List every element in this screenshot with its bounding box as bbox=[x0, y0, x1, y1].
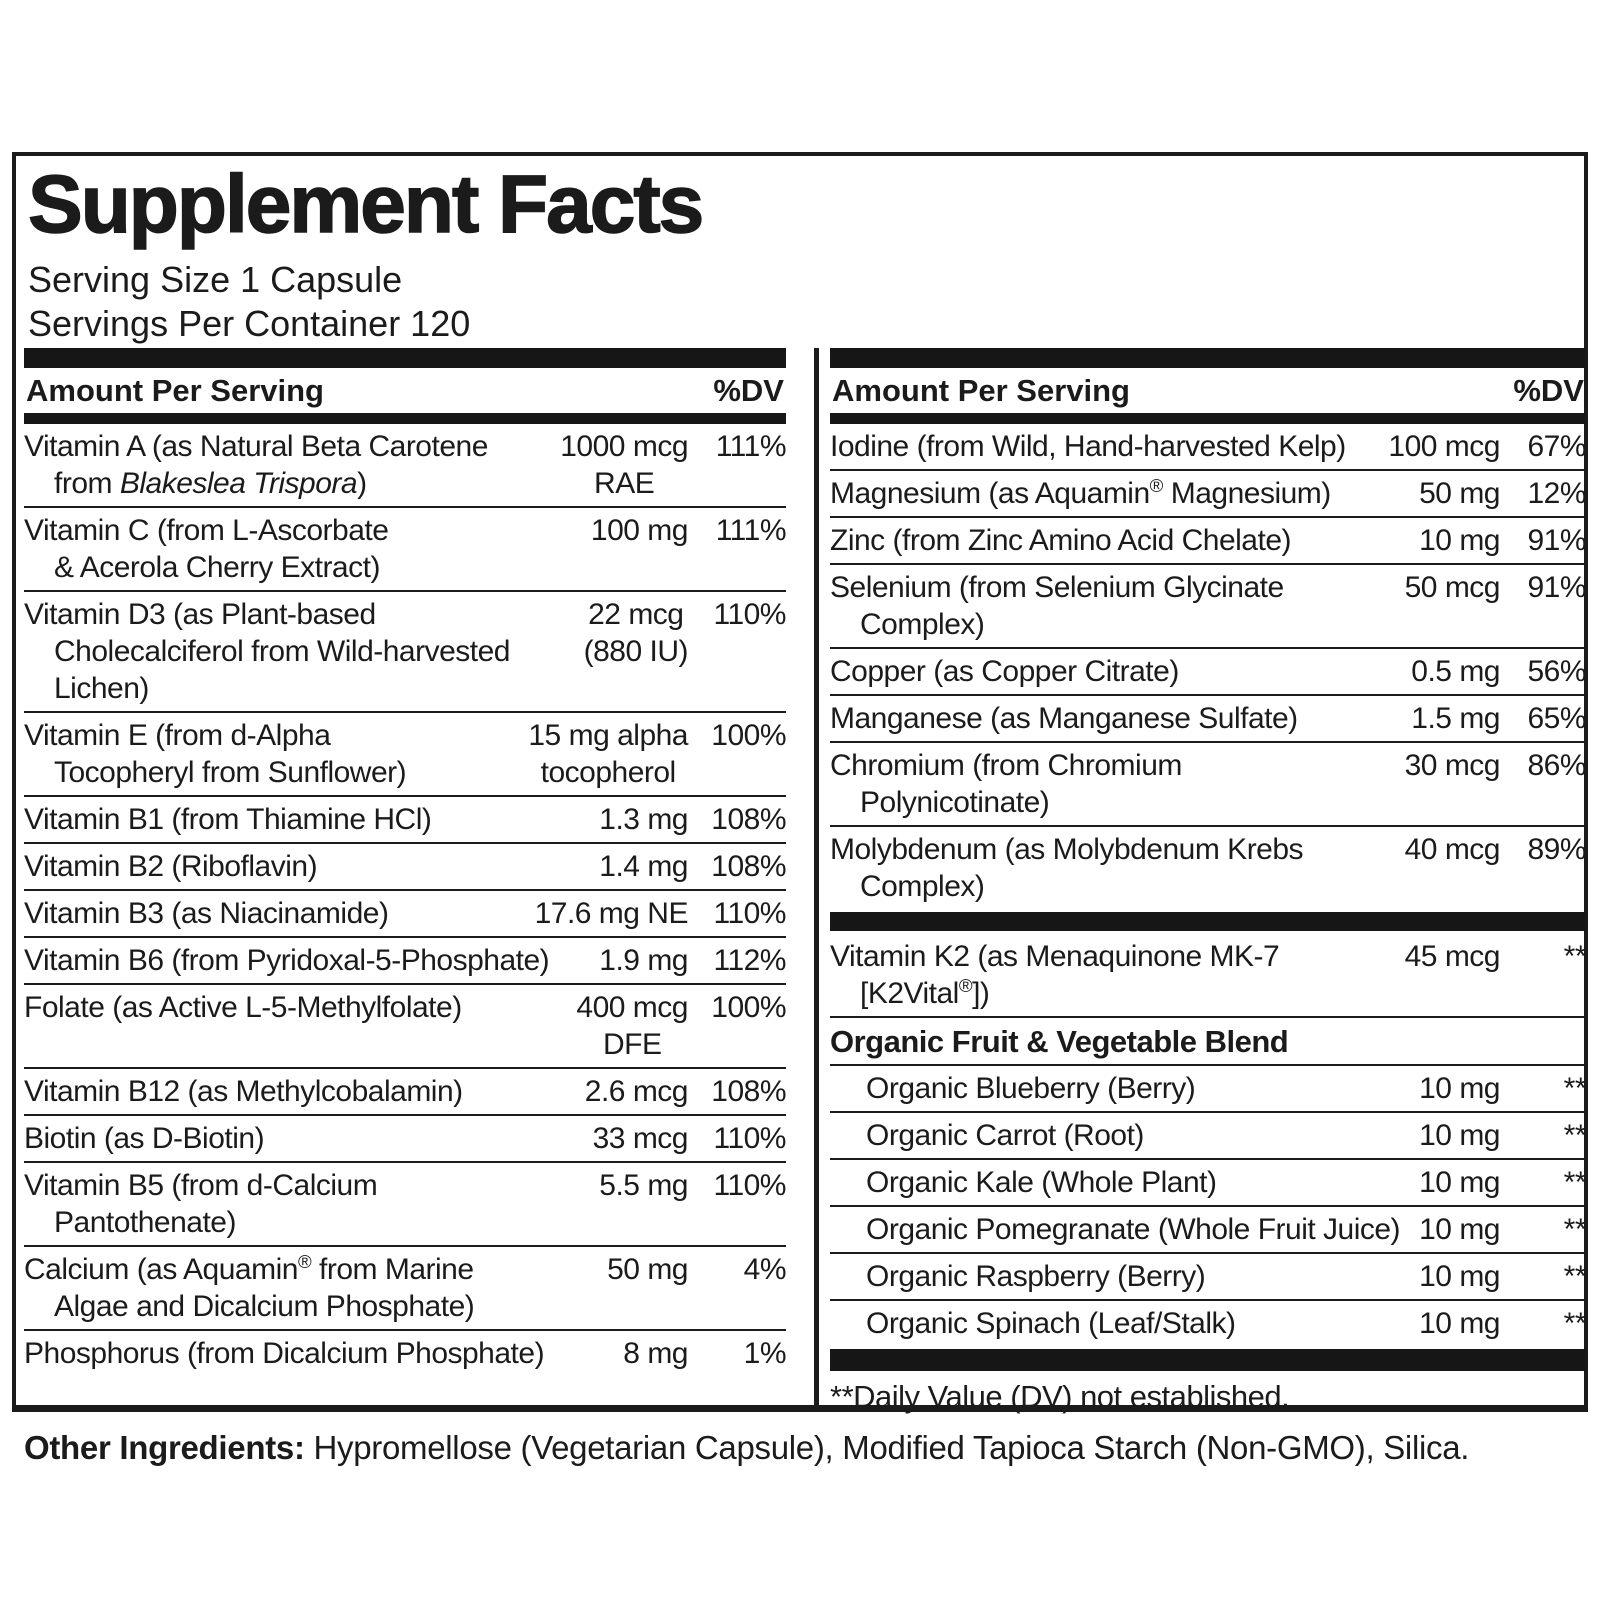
ingredient-amount: 0.5 mg bbox=[1411, 655, 1500, 688]
ingredient-name: Folate (as Active L-5-Methylfolate) bbox=[24, 991, 462, 1024]
ingredient-dv: ** bbox=[1563, 940, 1586, 973]
ingredient-name: Organic Pomegranate (Whole Fruit Juice) bbox=[866, 1213, 1401, 1246]
ingredient-amount: 50 mg bbox=[607, 1253, 688, 1286]
ingredient-amount: 100 mg bbox=[590, 514, 688, 547]
ingredient-amount: 10 mg bbox=[1419, 1072, 1500, 1105]
ingredient-name: Zinc (from Zinc Amino Acid Chelate) bbox=[830, 524, 1291, 557]
ingredient-dv: 110% bbox=[713, 1169, 786, 1202]
other-ingredients-label: Other Ingredients: bbox=[24, 1429, 305, 1466]
ingredient-dv: 91% bbox=[1527, 571, 1586, 604]
supplement-row bbox=[830, 563, 1586, 647]
section-divider-bar bbox=[830, 1349, 1586, 1371]
supplement-row bbox=[830, 1252, 1586, 1299]
amount-per-serving-label: Amount Per Serving bbox=[832, 373, 1130, 408]
ingredient-dv: 110% bbox=[713, 1122, 786, 1155]
ingredient-name: Calcium (as Aquamin® from Marine Algae and Dicalcium Phosphate) bbox=[24, 1251, 475, 1323]
supplement-row bbox=[830, 825, 1586, 909]
amount-per-serving-label: Amount Per Serving bbox=[26, 373, 324, 408]
ingredient-name: Magnesium (as Aquamin® Magnesium) bbox=[830, 475, 1331, 510]
other-ingredients bbox=[24, 1428, 1584, 1468]
supplement-row bbox=[830, 647, 1586, 694]
ingredient-name: Organic Kale (Whole Plant) bbox=[866, 1166, 1217, 1199]
ingredient-dv: 56% bbox=[1527, 655, 1586, 688]
supplement-row bbox=[830, 424, 1586, 469]
supplement-row bbox=[24, 711, 786, 795]
section-divider-bar bbox=[830, 912, 1586, 931]
ingredient-name: Phosphorus (from Dicalcium Phosphate) bbox=[24, 1337, 545, 1370]
ingredient-name: Organic Raspberry (Berry) bbox=[866, 1260, 1206, 1293]
panel-title: Supplement Facts bbox=[28, 159, 703, 250]
ingredient-amount: 1000 mcg RAE bbox=[560, 430, 688, 500]
ingredient-amount: 10 mg bbox=[1419, 1260, 1500, 1293]
supplement-row bbox=[24, 424, 786, 506]
supplement-row bbox=[830, 1111, 1586, 1158]
ingredient-name: Vitamin E (from d-Alpha Tocopheryl from Sunflower) bbox=[24, 719, 407, 789]
ingredient-dv: 108% bbox=[711, 850, 786, 883]
supplement-row bbox=[830, 1158, 1586, 1205]
supplement-row bbox=[24, 1067, 786, 1114]
ingredient-name: Vitamin B2 (Riboflavin) bbox=[24, 850, 318, 883]
ingredient-dv: 89% bbox=[1527, 833, 1586, 866]
ingredient-dv: 12% bbox=[1527, 477, 1586, 510]
ingredient-dv: 111% bbox=[715, 430, 786, 463]
ingredient-name: Copper (as Copper Citrate) bbox=[830, 655, 1179, 688]
ingredient-amount: 2.6 mcg bbox=[584, 1075, 688, 1108]
supplement-row bbox=[830, 1064, 1586, 1111]
ingredient-amount: 40 mcg bbox=[1404, 833, 1500, 866]
supplement-row bbox=[24, 795, 786, 842]
dv-footnote: **Daily Value (DV) not established. bbox=[830, 1379, 1290, 1414]
ingredient-name: Vitamin B6 (from Pyridoxal-5-Phosphate) bbox=[24, 944, 550, 977]
ingredient-amount: 33 mcg bbox=[592, 1122, 688, 1155]
supplement-row bbox=[830, 516, 1586, 563]
ingredient-dv: 110% bbox=[713, 598, 786, 631]
supplement-row bbox=[24, 842, 786, 889]
supplement-row bbox=[24, 506, 786, 590]
ingredient-name: Vitamin B3 (as Niacinamide) bbox=[24, 897, 389, 930]
ingredient-name: Organic Spinach (Leaf/Stalk) bbox=[866, 1307, 1236, 1340]
ingredient-name: Manganese (as Manganese Sulfate) bbox=[830, 702, 1298, 735]
supplement-row bbox=[830, 694, 1586, 741]
ingredient-dv: ** bbox=[1563, 1166, 1586, 1199]
column-header bbox=[24, 368, 786, 413]
ingredient-amount: 50 mg bbox=[1419, 477, 1500, 510]
ingredient-dv: 100% bbox=[711, 991, 786, 1024]
ingredient-amount: 17.6 mg NE bbox=[534, 897, 688, 930]
supplement-row bbox=[830, 1205, 1586, 1252]
column-header bbox=[830, 368, 1586, 413]
ingredient-amount: 1.9 mg bbox=[599, 944, 688, 977]
ingredient-dv: 65% bbox=[1527, 702, 1586, 735]
mid-bar bbox=[24, 413, 786, 424]
ingredient-dv: 111% bbox=[715, 514, 786, 547]
ingredient-name: Biotin (as D-Biotin) bbox=[24, 1122, 265, 1155]
ingredient-amount: 400 mcg DFE bbox=[576, 991, 688, 1061]
serving-info bbox=[16, 258, 1584, 346]
ingredient-amount: 45 mcg bbox=[1404, 940, 1500, 973]
ingredient-dv: 91% bbox=[1527, 524, 1586, 557]
ingredient-amount: 10 mg bbox=[1419, 524, 1500, 557]
ingredient-amount: 10 mg bbox=[1419, 1166, 1500, 1199]
ingredient-name: Organic Blueberry (Berry) bbox=[866, 1072, 1196, 1105]
right-rows bbox=[830, 424, 1586, 1420]
supplement-row bbox=[830, 934, 1586, 1016]
top-bar bbox=[830, 348, 1586, 368]
right-column bbox=[830, 348, 1586, 1420]
ingredient-amount: 10 mg bbox=[1419, 1307, 1500, 1340]
ingredient-dv: 108% bbox=[711, 1075, 786, 1108]
mid-bar bbox=[830, 413, 1586, 424]
ingredient-name: Vitamin A (as Natural Beta Carotene from Blakeslea Trispora) bbox=[24, 430, 488, 500]
ingredient-amount: 1.5 mg bbox=[1411, 702, 1500, 735]
ingredient-dv: 67% bbox=[1527, 430, 1586, 463]
left-column bbox=[24, 348, 786, 1376]
ingredient-name: Vitamin K2 (as Menaquinone MK-7 [K2Vital®]) bbox=[830, 940, 1280, 1010]
ingredient-dv: 108% bbox=[711, 803, 786, 836]
ingredient-amount: 22 mcg (880 IU) bbox=[583, 598, 688, 668]
ingredient-name: Vitamin D3 (as Plant-based Cholecalciferol from Wild-harvested Lichen) bbox=[24, 598, 510, 705]
ingredient-name: Vitamin B12 (as Methylcobalamin) bbox=[24, 1075, 463, 1108]
blend-section-header: Organic Fruit & Vegetable Blend bbox=[830, 1016, 1586, 1064]
top-bar bbox=[24, 348, 786, 368]
ingredient-amount: 5.5 mg bbox=[599, 1169, 688, 1202]
ingredient-name: Vitamin B1 (from Thiamine HCl) bbox=[24, 803, 432, 836]
ingredient-dv: ** bbox=[1563, 1307, 1586, 1340]
ingredient-amount: 1.4 mg bbox=[599, 850, 688, 883]
supplement-row bbox=[24, 1161, 786, 1245]
ingredient-amount: 10 mg bbox=[1419, 1213, 1500, 1246]
supplement-row bbox=[24, 889, 786, 936]
ingredient-dv: ** bbox=[1563, 1213, 1586, 1246]
other-ingredients-text: Hypromellose (Vegetarian Capsule), Modified Tapioca Starch (Non-GMO), Silica. bbox=[304, 1429, 1470, 1466]
column-divider bbox=[814, 348, 819, 1405]
ingredient-dv: 1% bbox=[743, 1337, 786, 1370]
ingredient-amount: 10 mg bbox=[1419, 1119, 1500, 1152]
dv-label: %DV bbox=[1513, 373, 1584, 408]
supplement-row bbox=[24, 983, 786, 1067]
ingredient-dv: 4% bbox=[743, 1253, 786, 1286]
supplement-row bbox=[830, 1299, 1586, 1346]
ingredient-dv: 110% bbox=[713, 897, 786, 930]
supplement-row bbox=[24, 1329, 786, 1376]
supplement-row bbox=[24, 590, 786, 711]
ingredient-dv: 112% bbox=[713, 944, 786, 977]
ingredient-name: Chromium (from Chromium Polynicotinate) bbox=[830, 749, 1182, 819]
ingredient-name: Organic Carrot (Root) bbox=[866, 1119, 1144, 1152]
ingredient-dv: ** bbox=[1563, 1260, 1586, 1293]
ingredient-name: Iodine (from Wild, Hand-harvested Kelp) bbox=[830, 430, 1346, 463]
supplement-row bbox=[24, 1245, 786, 1329]
serving-size: Serving Size 1 Capsule bbox=[28, 259, 403, 300]
ingredient-name: Vitamin C (from L-Ascorbate & Acerola Cherry Extract) bbox=[24, 514, 389, 584]
ingredient-amount: 8 mg bbox=[623, 1337, 688, 1370]
ingredient-name: Molybdenum (as Molybdenum Krebs Complex) bbox=[830, 833, 1304, 903]
ingredient-amount: 30 mcg bbox=[1404, 749, 1500, 782]
ingredient-amount: 15 mg alpha tocopherol bbox=[528, 719, 688, 789]
supplement-row bbox=[830, 469, 1586, 516]
ingredient-amount: 1.3 mg bbox=[599, 803, 688, 836]
ingredient-name: Selenium (from Selenium Glycinate Complex) bbox=[830, 571, 1284, 641]
ingredient-name: Vitamin B5 (from d-Calcium Pantothenate) bbox=[24, 1169, 378, 1239]
supplement-row bbox=[830, 741, 1586, 825]
ingredient-dv: 86% bbox=[1527, 749, 1586, 782]
servings-per-container: Servings Per Container 120 bbox=[28, 302, 471, 344]
ingredient-amount: 50 mcg bbox=[1404, 571, 1500, 604]
ingredient-dv: 100% bbox=[711, 719, 786, 752]
supplement-row bbox=[24, 936, 786, 983]
supplement-row bbox=[24, 1114, 786, 1161]
ingredient-dv: ** bbox=[1563, 1119, 1586, 1152]
supplement-facts-panel bbox=[12, 152, 1588, 1412]
dv-label: %DV bbox=[713, 373, 784, 408]
ingredient-amount: 100 mcg bbox=[1388, 430, 1500, 463]
left-rows bbox=[24, 424, 786, 1376]
ingredient-dv: ** bbox=[1563, 1072, 1586, 1105]
